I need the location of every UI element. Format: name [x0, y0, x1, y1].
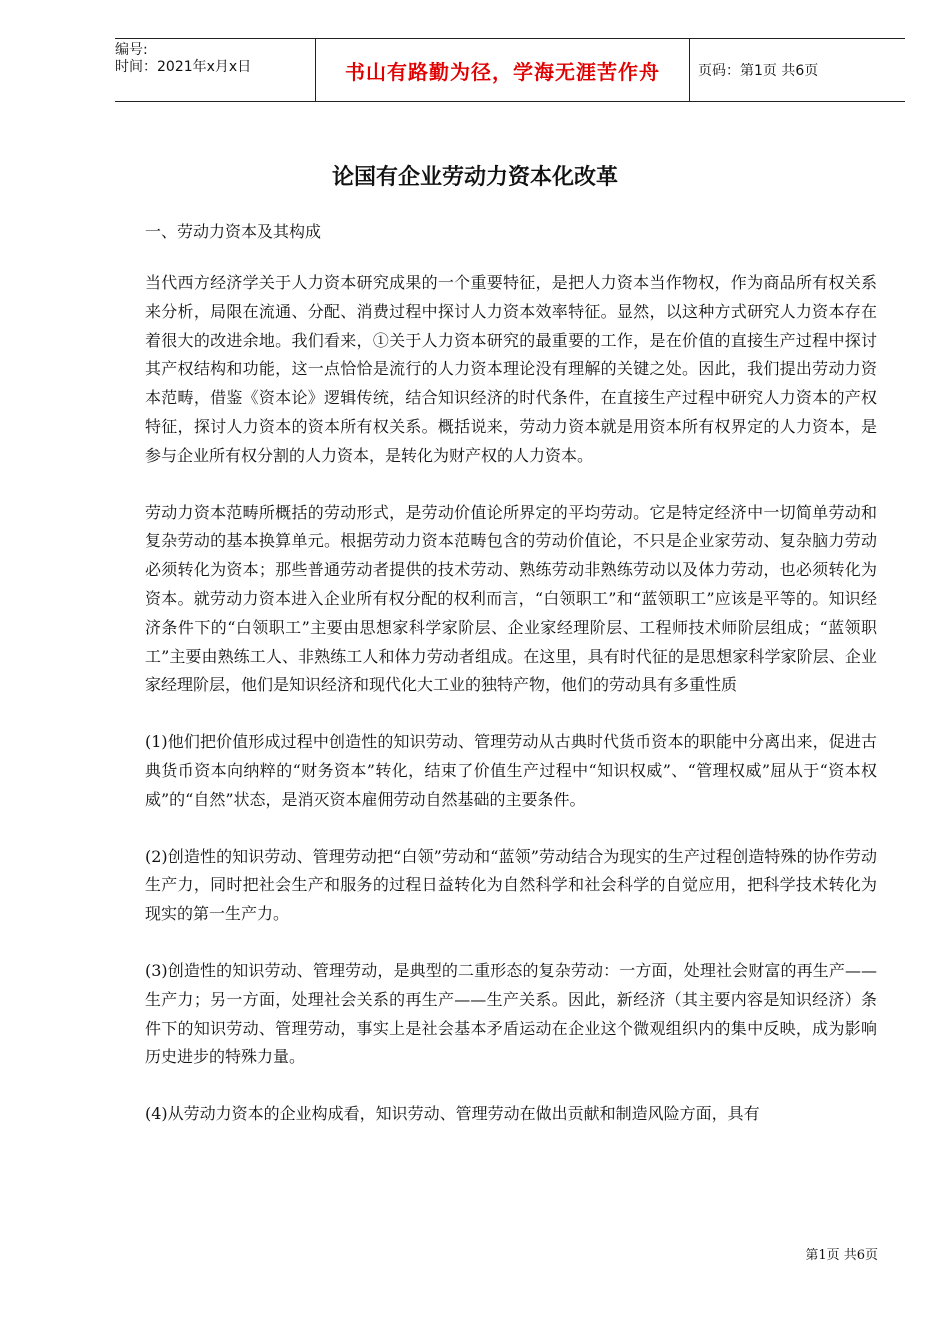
paragraph: (1)他们把价值形成过程中创造性的知识劳动、管理劳动从古典时代货币资本的职能中分离出来，促进古典货币资本向纳粹的“财务资本”转化，结束了价值生产过程中“知识权威”、“管理权威”屈从于“资本权威”的“自然”状态，是消灭资本雇佣劳动自然基础的主要条件。 — [145, 732, 877, 809]
paragraph: (4)从劳动力资本的企业构成看，知识劳动、管理劳动在做出贡献和制造风险方面，具有 — [145, 1104, 760, 1124]
paragraph: 当代西方经济学关于人力资本研究成果的一个重要特征，是把人力资本当作物权，作为商品所有权关系来分析，局限在流通、分配、消费过程中探讨人力资本效率特征。显然，以这种方式研究人力资本存在着很大的改进余地。我们看来，①关于人力资本研究的最重要的工作，是在价值的直接生产过程中探讨其产权结构和功能，这一点恰恰是流行的人力资本理论没有理解的关键之处。因此，我们提出劳动力资本范畴，借鉴《资本论》逻辑传统，结合知识经济的时代条件，在直接生产过程中研究人力资本的产权特征，探讨人力资本的资本所有权关系。概括说来，劳动力资本就是用资本所有权界定的人力资本，是参与企业所有权分割的人力资本，是转化为财产权的人力资本。 — [145, 273, 877, 465]
header-slogan: 书山有路勤为径，学海无涯苦作舟 — [315, 39, 690, 101]
header-date: 时间：2021年x月x日 — [115, 59, 252, 75]
document-title: 论国有企业劳动力资本化改革 — [331, 165, 618, 190]
header-meta — [115, 39, 315, 101]
paragraph: 劳动力资本范畴所概括的劳动形式，是劳动价值论所界定的平均劳动。它是特定经济中一切简单劳动和复杂劳动的基本换算单元。根据劳动力资本范畴包含的劳动价值论，不只是企业家劳动、复杂脑力劳动必须转化为资本；那些普通劳动者提供的技术劳动、熟练劳动非熟练劳动以及体力劳动，也必须转化为资本。就劳动力资本进入企业所有权分配的权利而言，“白领职工”和“蓝领职工”应该是平等的。知识经济条件下的“白领职工”主要由思想家科学家阶层、企业家经理阶层、工程师技术师阶层组成；“蓝领职工”主要由熟练工人、非熟练工人和体力劳动者组成。在这里，具有时代征的是思想家科学家阶层、企业家经理阶层，他们是知识经济和现代化大工业的独特产物，他们的劳动具有多重性质 — [145, 502, 877, 695]
paragraph: (3)创造性的知识劳动、管理劳动，是典型的二重形态的复杂劳动：一方面，处理社会财富的再生产——生产力；另一方面，处理社会关系的再生产——生产关系。因此，新经济（其主要内容是知识经济）条件下的知识劳动、管理劳动，事实上是社会基本矛盾运动在企业这个微观组织内的集中反映，成为影响历史进步的特殊力量。 — [145, 960, 877, 1067]
section-heading: 一、劳动力资本及其构成 — [145, 222, 322, 241]
header-number: 编号: — [115, 42, 148, 58]
page-footer: 第1页 共6页 — [805, 1248, 878, 1263]
document-header — [115, 38, 905, 102]
document-body — [145, 220, 877, 1157]
header-page-info: 页码：第1页 共6页 — [698, 63, 819, 79]
paragraph: (2)创造性的知识劳动、管理劳动把“白领”劳动和“蓝领”劳动结合为现实的生产过程创造特殊的协作劳动生产力，同时把社会生产和服务的过程日益转化为自然科学和社会科学的自觉应用，把科学技术转化为现实的第一生产力。 — [145, 846, 877, 924]
